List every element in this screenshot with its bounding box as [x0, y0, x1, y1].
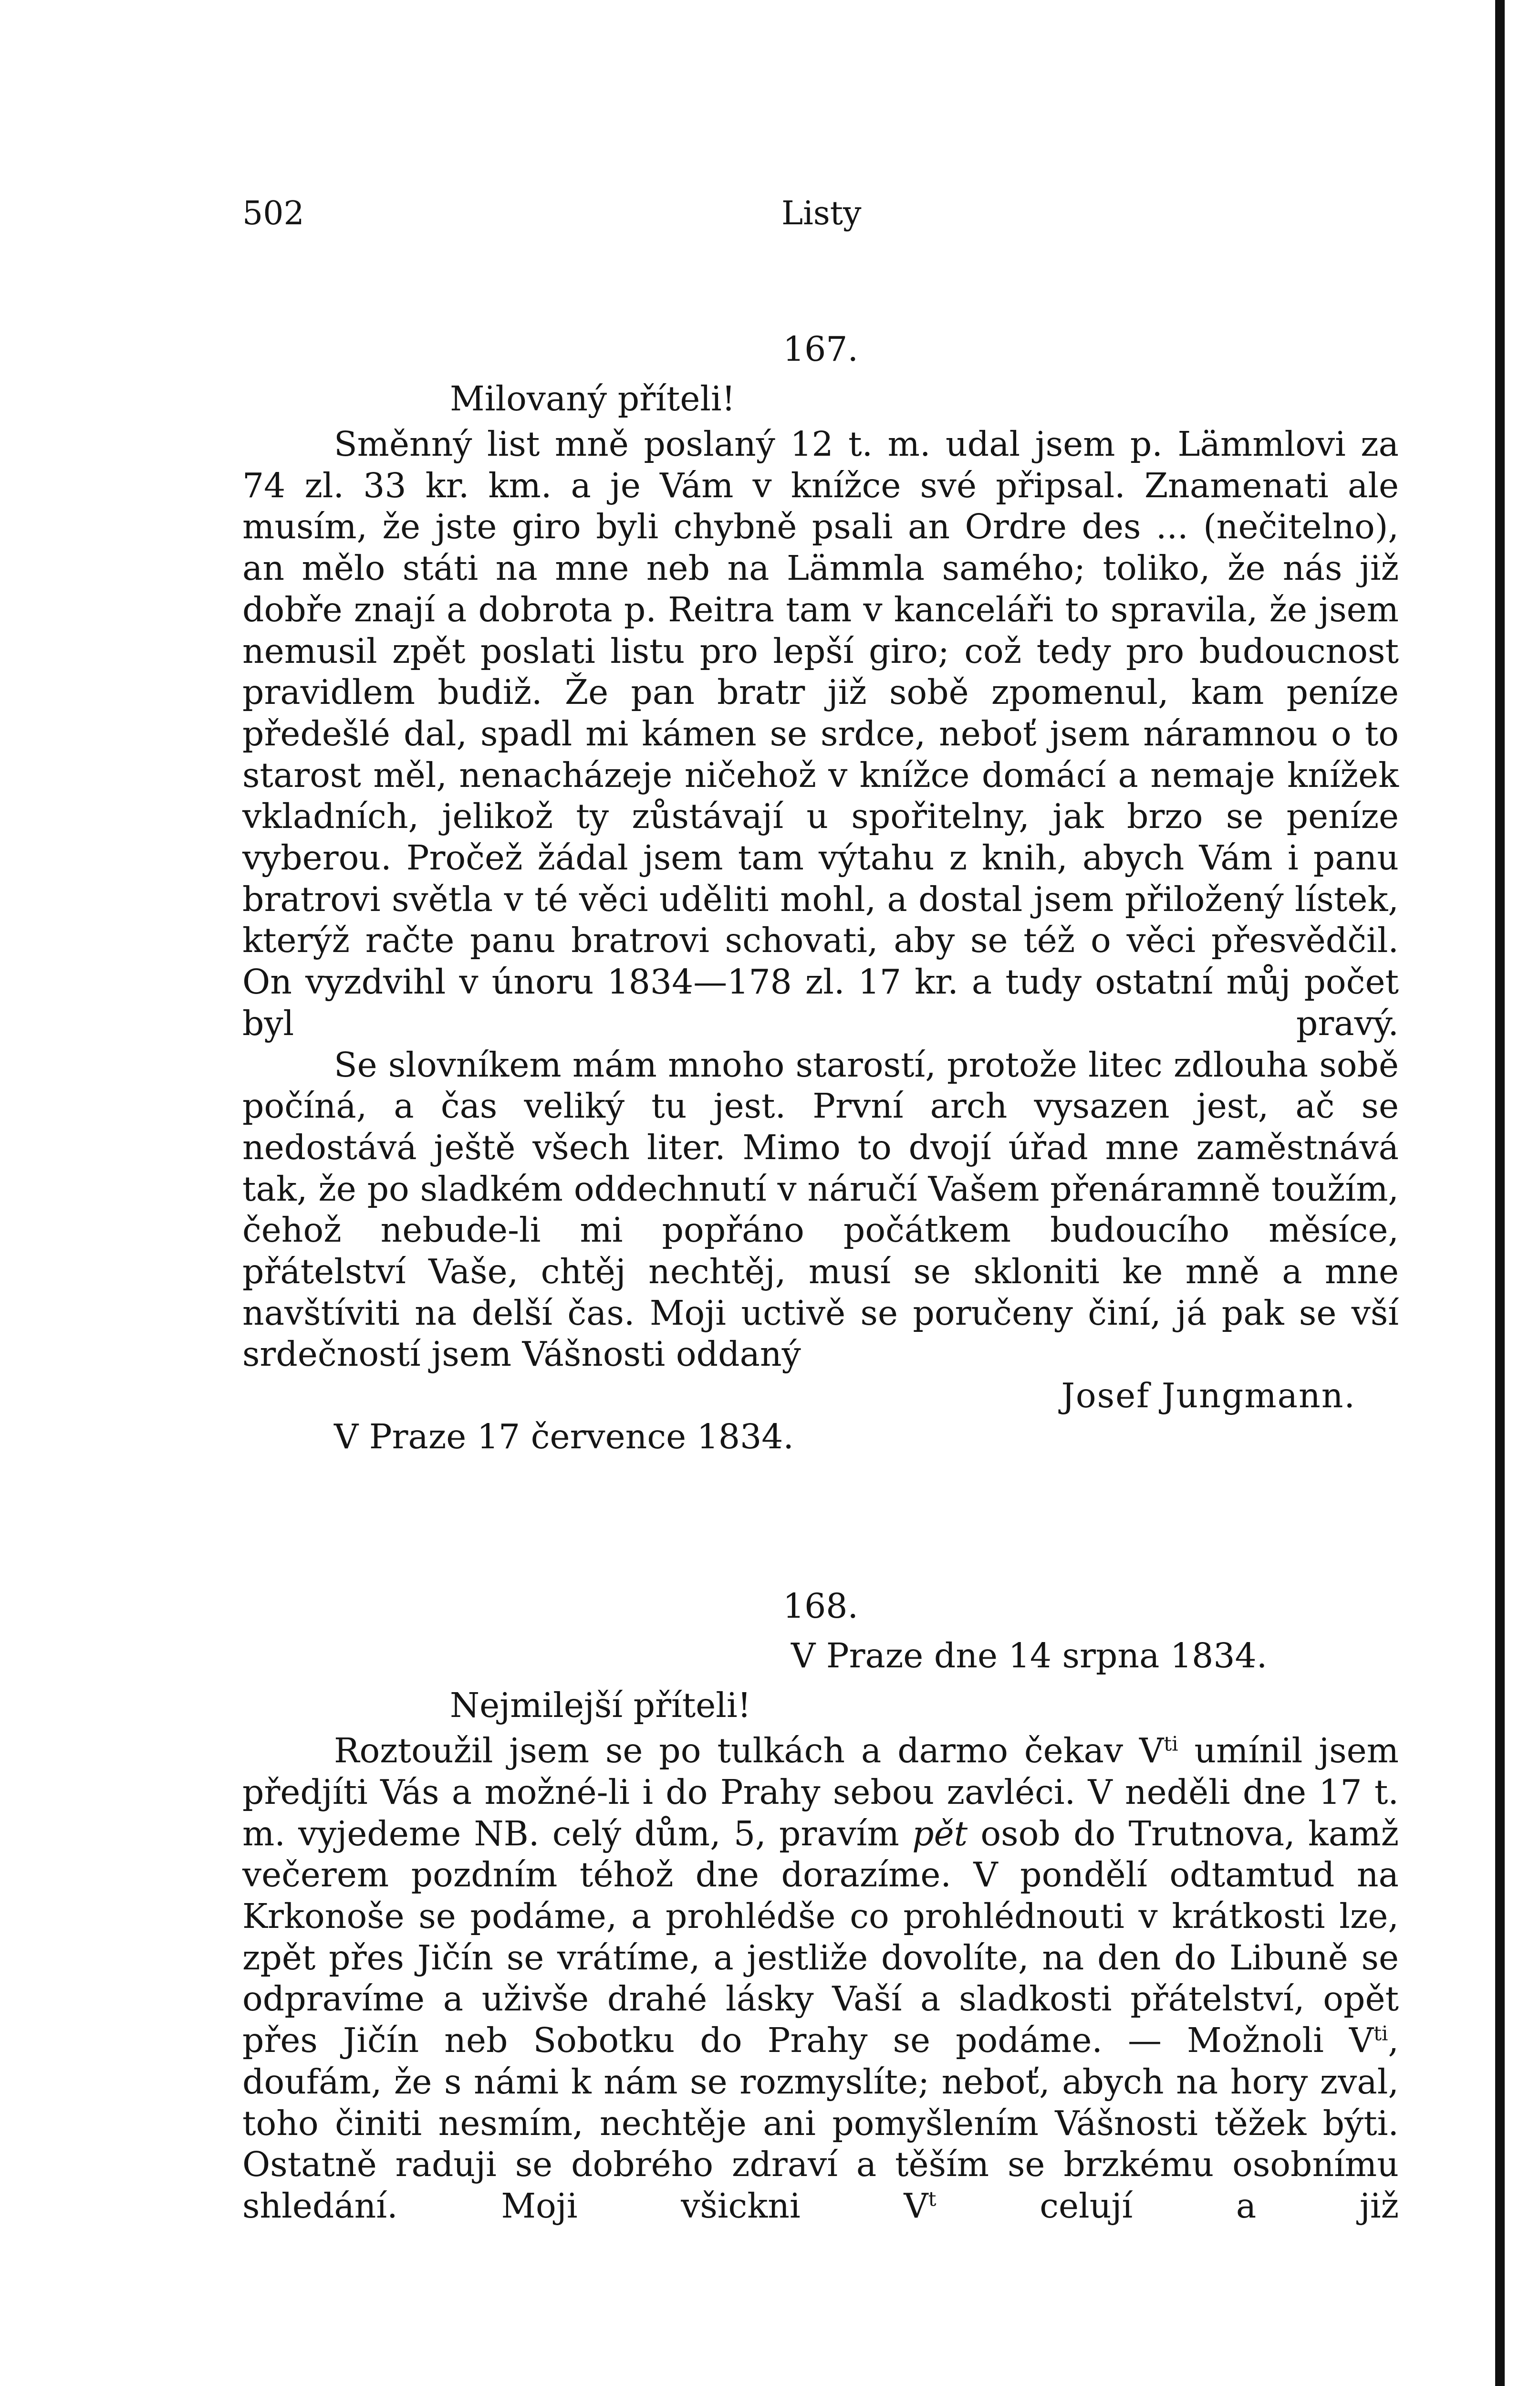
letter-paragraph: Se slovníkem mám mnoho starostí, protože litec zdlouha sobě počíná, a čas veliký tu jest. První arch vysazen jest, ač se nedostává ještě všech liter. Mimo to dvojí úřad mne zaměstnává tak, že po sladkém oddechnutí v náručí Vašem přenáramně toužím, čehož nebude-li mi popřáno počátkem budoucího měsíce, přátelství Vaše, chtěj nechtěj, musí se skloniti ke mně a mne navštíviti na delší čas. Moji uctivě se poručeny činí, já pak se vší srdečností jsem Vášnosti oddaný — [242, 1045, 1399, 1374]
letter-167 — [242, 324, 1399, 1457]
letter-place-date: V Praze 17 července 1834. — [334, 1417, 794, 1457]
letter-date: V Praze dne 14 srpna 1834. — [791, 1636, 1268, 1676]
letter-168 — [242, 1581, 1399, 2227]
paragraph-text: osob do Trutnova, kamž večerem pozdním téhož dne dorazíme. V pondělí odtamtud na Krkonoše se podáme, a prohlédše co prohlédnouti v krátkosti lze, zpět přes Jičín se vrátíme, a jestliže dovolíte, na den do Libuně se odpravíme a uživše drahé lásky Vaší a sladkosti přátelství, opět přes Jičín neb Sobotku do Prahy se podáme. — Možnoli V — [242, 1813, 1399, 2061]
abbreviation-superscript: ti — [1374, 2021, 1388, 2045]
paragraph-text: celují a již — [936, 2186, 1399, 2226]
letter-paragraph: Směnný list mně poslaný 12 t. m. udal jsem p. Lämmlovi za 74 zl. 33 kr. km. a je Vám v knížce své připsal. Znamenati ale musím, že jste giro byli chybně psali an Ordre des ... (nečitelno), an mělo státi na mne neb na Lämmla samého; toliko, že nás již dobře znají a dobrota p. Reitra tam v kanceláři to spravila, že jsem nemusil zpět poslati listu pro lepší giro; což tedy pro budoucnost pravidlem budiž. Že pan bratr již sobě zpomenul, kam peníze předešlé dal, spadl mi kámen se srdce, neboť jsem náramnou o to starost měl, nenacházeje ničehož v knížce domácí a nemaje knížek vkladních, jelikož ty zůstávají u spořitelny, jak brzo se peníze vyberou. Pročež žádal jsem tam výtahu z knih, abych Vám i panu bratrovi světla v té věci uděliti mohl, a dostal jsem přiložený lístek, kterýž račte panu bratrovi schovati, aby se též o věci přesvědčil. On vyzdvihl v únoru 1834—178 zl. 17 kr. a tudy ostatní můj počet byl pravý. — [242, 424, 1399, 1043]
letter-signature: Josef Jungmann. — [1061, 1376, 1356, 1416]
emphasized-word: pět — [912, 1813, 968, 1853]
letter-number: 168. — [782, 1586, 859, 1626]
abbreviation-superscript: ti — [1164, 1732, 1178, 1756]
paragraph-text: , doufám, že s námi k nám se rozmyslíte; neboť, abych na hory zval, toho činiti nesmím, nechtěje ani pomyšlením Vášnosti těžek býti. Ostatně raduji se dobrého zdraví a těším se brzkému osobnímu shledání. Moji všickni V — [242, 2020, 1399, 2226]
letter-paragraph — [242, 1730, 1399, 2227]
page-number: 502 — [242, 195, 304, 232]
page-body — [242, 324, 1399, 2227]
letter-salutation: Milovaný příteli! — [450, 379, 736, 419]
paragraph-text: umínil jsem předjíti Vás a možné-li i do Prahy sebou zavléci. V neděli dne 17 t. m. vyjedeme NB. celý dům, 5, pravím — [242, 1731, 1399, 1853]
page-header — [242, 190, 1340, 238]
abbreviation-superscript: t — [928, 2187, 936, 2211]
paragraph-text: Roztoužil jsem se po tulkách a darmo čekav V — [334, 1731, 1164, 1771]
section-gap — [242, 1457, 1399, 1581]
letter-salutation: Nejmilejší příteli! — [450, 1685, 751, 1726]
letter-number: 167. — [782, 329, 859, 369]
running-title: Listy — [781, 195, 862, 232]
scan-border-right — [1495, 0, 1505, 2386]
